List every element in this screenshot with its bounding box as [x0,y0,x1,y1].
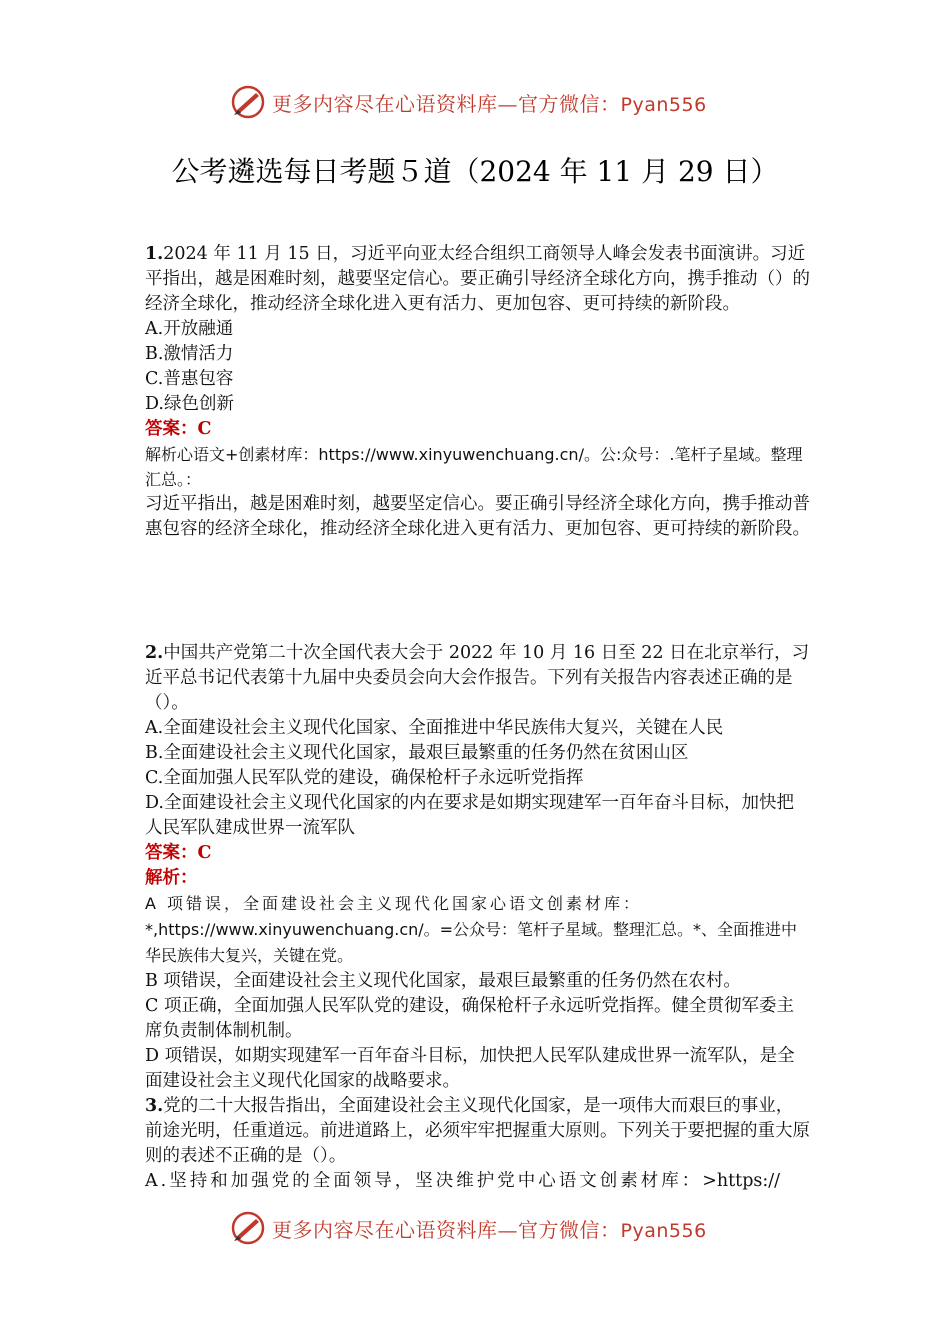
analysis-text: 习近平指出，越是困难时刻，越要坚定信心。要正确引导经济全球化方向，携手推动普惠包容的经济全球化，推动经济全球化进入更有活力、更加包容、更可持续的新阶段。 [145,494,810,539]
analysis-label: 解析： [145,868,198,888]
option-c: C.全面加强人民军队党的建设，确保枪杆子永远听党指挥 [145,768,584,788]
analysis-a: A 项错误，全面建设社会主义现代化国家心语文创素材库：*,https://www.xinyuwenchuang.cn/。=公众号：笔杆子星域。整理汇总。*、全面推进中华民族伟大复兴，关键在党。 [145,894,798,965]
question-number: 1. [145,244,164,264]
question-number: 2. [145,643,164,663]
analysis-c: C 项正确，全面加强人民军队党的建设，确保枪杆子永远听党指挥。健全贯彻军委主席负责制体制机制。 [145,996,794,1041]
option-b: B.全面建设社会主义现代化国家，最艰巨最繁重的任务仍然在贫困山区 [145,743,689,763]
wechat-id: Pyan556 [620,93,707,116]
option-d: D.全面建设社会主义现代化国家的内在要求是如期实现建军一百年奋斗目标，加快把人民军队建成世界一流军队 [145,793,794,838]
option-a: A.开放融通 [145,319,234,339]
option-b: B.激情活力 [145,344,234,364]
question-2 [145,641,810,1194]
pen-logo-icon [230,84,266,120]
analysis-label: 解析心语文+创素材库：https://www.xinyuwenchuang.cn/。公:众号：.笔杆子星域。整理汇总。： [145,445,803,489]
question-stem: 1.2024 年 11 月 15 日，习近平向亚太经合组织工商领导人峰会发表书面演讲。习近平指出，越是困难时刻，越要坚定信心。要正确引导经济全球化方向，携手推动（）的经济全球化，推动经济全球化进入更有活力、更加包容、更可持续的新阶段。 [145,244,810,314]
pen-logo-icon [230,1210,266,1246]
analysis-d: D 项错误，如期实现建军一百年奋斗目标，加快把人民军队建成世界一流军队，是全面建设社会主义现代化国家的战略要求。 [145,1046,795,1091]
banner-text: 更多内容尽在心语资料库—官方微信：Pyan556 [272,91,707,116]
analysis-b: B 项错误，全面建设社会主义现代化国家，最艰巨最繁重的任务仍然在农村。 [145,971,741,991]
option-a: A.全面建设社会主义现代化国家、全面推进中华民族伟大复兴，关键在人民 [145,718,724,738]
question-number: 3. [145,1096,164,1116]
question-1 [145,242,810,542]
banner-text: 更多内容尽在心语资料库—官方微信：Pyan556 [272,1217,707,1242]
answer: 答案：C [145,843,212,863]
question-3-stem: 3.党的二十大报告指出，全面建设社会主义现代化国家，是一项伟大而艰巨的事业，前途光明，任重道远。前进道路上，必须牢牢把握重大原则。下列关于要把握的重大原则的表述不正确的是（）。 [145,1096,810,1166]
option-d: D.绿色创新 [145,394,234,414]
header-banner [230,82,720,122]
wechat-id: Pyan556 [620,1219,707,1242]
option-c: C.普惠包容 [145,369,234,389]
footer-banner [230,1208,720,1248]
question-3-option-a: A.坚持和加强党的全面领导，坚决维护党中心语文创素材库：>https:// [145,1171,781,1191]
answer: 答案：C [145,419,212,439]
page-title: 公考遴选每日考题５道（2024 年 11 月 29 日） [171,155,779,188]
question-stem: 2.中国共产党第二十次全国代表大会于 2022 年 10 月 16 日至 22 日在北京举行，习近平总书记代表第十九届中央委员会向大会作报告。下列有关报告内容表述正确的是（）。 [145,643,810,713]
